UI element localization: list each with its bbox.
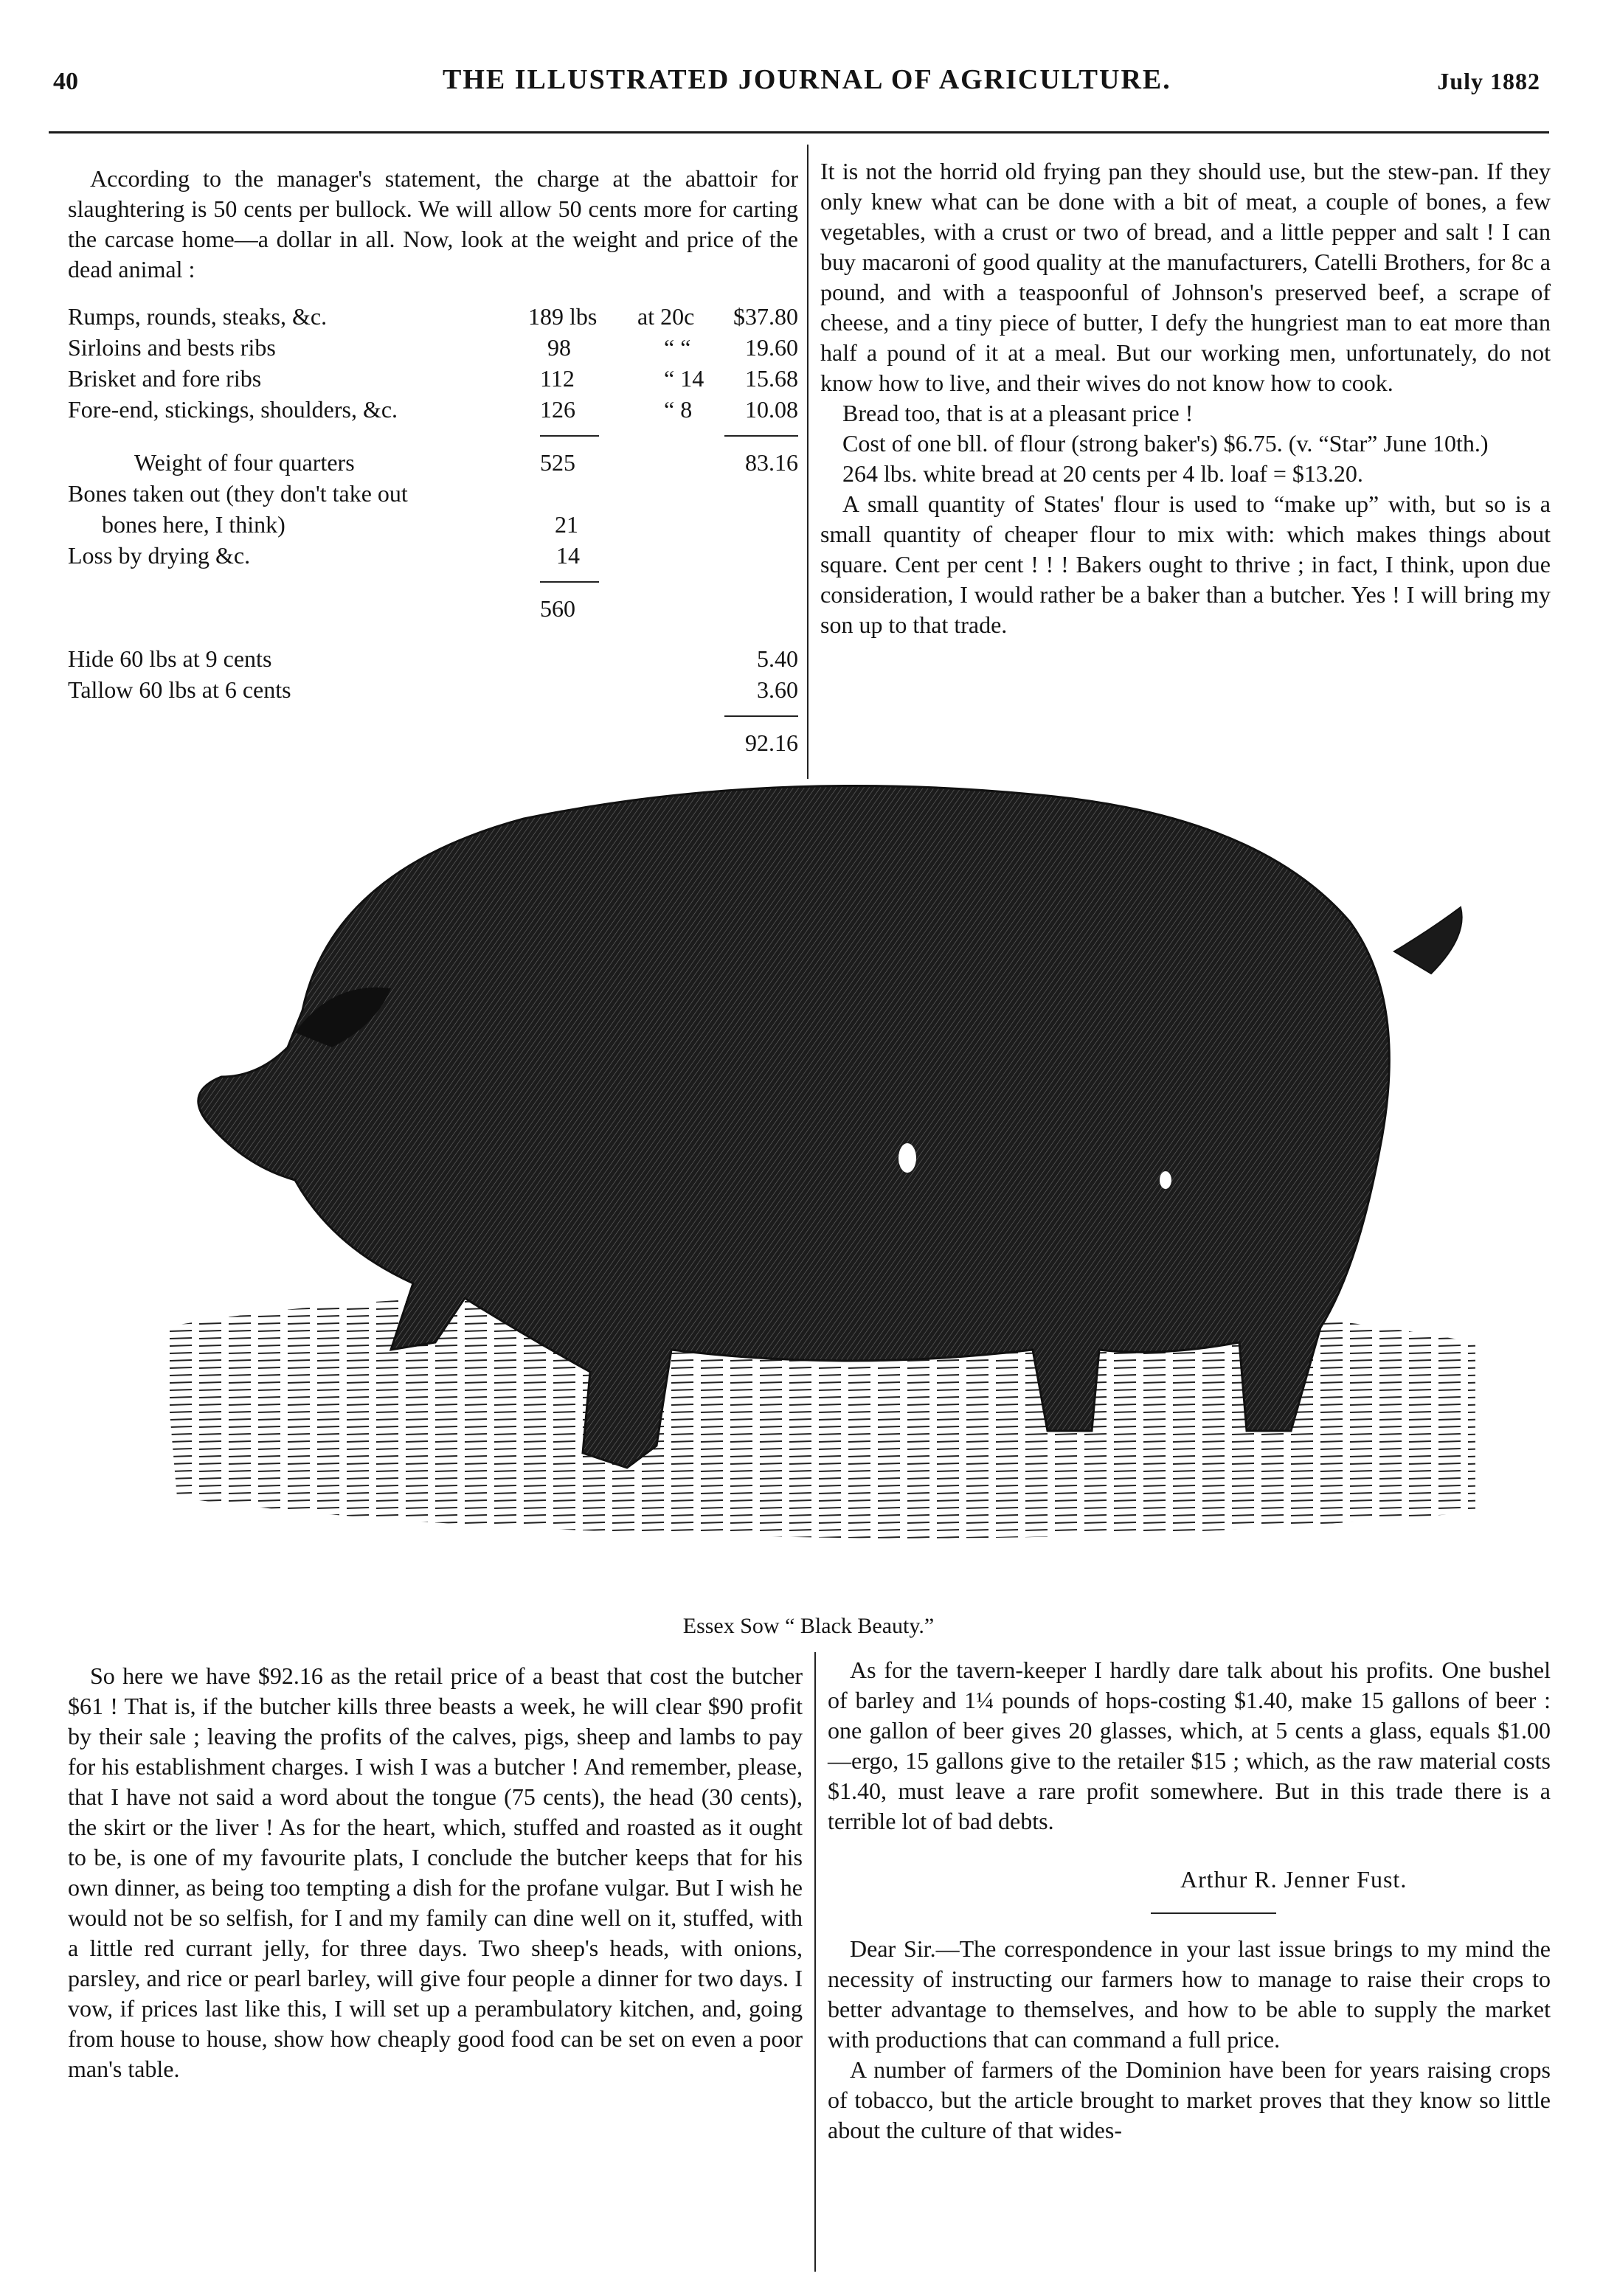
grand-total: 92.16 bbox=[745, 729, 798, 756]
column-divider-bottom bbox=[814, 1652, 816, 2272]
weight-total: 83.16 bbox=[745, 449, 798, 476]
row-rate: at 20c bbox=[637, 303, 695, 330]
column-divider-top bbox=[807, 145, 808, 779]
loss-label: Loss by drying &c. bbox=[68, 542, 251, 569]
row-weight: 189 lbs bbox=[528, 303, 598, 330]
table-row bbox=[68, 593, 798, 624]
tallow-total: 3.60 bbox=[757, 676, 798, 703]
table-row bbox=[68, 643, 798, 674]
row-total: $37.80 bbox=[733, 303, 798, 330]
table-row bbox=[68, 509, 798, 540]
table-row bbox=[68, 301, 798, 332]
issue-date: July 1882 bbox=[1437, 68, 1540, 94]
row-rate: “ 8 bbox=[664, 396, 693, 423]
bakers-paragraph: A small quantity of States' flour is used to “make up” with, but so is a small quantity of cheaper flour to mix with: which makes things about square. Cent per cent ! ! ! Bakers ought to thrive ; in fact, I think, upon due consideration, I would rather be a baker than a butcher. Yes ! I will bring my son up to that trade. bbox=[820, 490, 1551, 638]
table-spacer bbox=[68, 624, 798, 643]
sow-highlight bbox=[1160, 1171, 1171, 1189]
intro-paragraph: According to the manager's statement, the charge at the abattoir for slaughtering is 50 cents per bullock. We will allow 50 cents more for carting the carcase home—a dollar in all. Now, look at the weight and price of the dead animal : bbox=[68, 165, 798, 282]
running-title: THE ILLUSTRATED JOURNAL OF AGRICULTURE. bbox=[443, 64, 1171, 95]
stew-pan-paragraph: It is not the horrid old frying pan they should use, but the stew-pan. If they only knew what can be done with a bit of meat, a couple of bones, a few vegetables, with a crust or two of bread, and a little pepper and salt ! I can buy macaroni of good quality at the manufacturers, Catelli Brothers, for 8c a pound, and with a teaspoonful of Johnson's preserved beef, a scrape of cheese, and a tiny piece of butter, I defy the hungriest man to eat more than half a pound of it at a meal. But our working men, unfortunately, do not know how to live, and their wives do not know how to cook. bbox=[820, 158, 1551, 396]
weight-label: Weight of four quarters bbox=[134, 449, 355, 476]
row-label: Brisket and fore ribs bbox=[68, 365, 262, 392]
column-right-bottom-letter bbox=[828, 1934, 1551, 2146]
column-right-bottom bbox=[828, 1655, 1551, 1837]
table-row bbox=[68, 727, 798, 758]
author-signature: Arthur R. Jenner Fust. bbox=[1180, 1866, 1407, 1893]
bread-paragraph: Bread too, that is at a pleasant price ! bbox=[842, 400, 1194, 426]
sow-highlight bbox=[898, 1143, 916, 1173]
white-bread-paragraph: 264 lbs. white bread at 20 cents per 4 lb. loaf = $13.20. bbox=[842, 460, 1363, 487]
letter-salutation-paragraph: Dear Sir.—The correspondence in your last issue brings to my mind the necessity of instructing our farmers how to manage to raise their crops to better advantage to themselves, and how to be able to supply the market with productions that can command a full price. bbox=[828, 1935, 1551, 2053]
grand-sum-rule bbox=[724, 715, 798, 717]
weight-sum-rule bbox=[540, 435, 599, 437]
row-total: 19.60 bbox=[745, 334, 798, 361]
sow-tail bbox=[1394, 907, 1462, 974]
signature-rule bbox=[1151, 1912, 1276, 1914]
table-row bbox=[68, 447, 798, 478]
table-row bbox=[68, 394, 798, 425]
hide-total: 5.40 bbox=[757, 645, 798, 672]
tobacco-paragraph: A number of farmers of the Dominion have been for years raising crops of tobacco, but the article brought to market proves that they know so little about the culture of that wides- bbox=[828, 2056, 1551, 2143]
tallow-label: Tallow 60 lbs at 6 cents bbox=[68, 676, 291, 703]
bones-label: Bones taken out (they don't take out bbox=[68, 480, 408, 507]
column-right-top bbox=[820, 156, 1551, 640]
row-weight: 98 bbox=[547, 334, 571, 361]
table-rule-row bbox=[68, 571, 798, 593]
weight-lbs: 525 bbox=[540, 449, 575, 476]
table-row bbox=[68, 478, 798, 509]
tavern-keeper-paragraph: As for the tavern-keeper I hardly dare talk about his profits. One bushel of barley and 1¼ pounds of hops-costing $1.40, make 15 gallons of beer : one gallon of beer gives 20 glasses, which, at 5 cents a glass, equals $1.00—ergo, 15 gallons give to the retailer $15 ; which, as the raw material costs $1.40, must leave a rare profit somewhere. But in this trade there is a terrible lot of bad debts. bbox=[828, 1657, 1551, 1834]
lbs-sum-rule bbox=[540, 581, 599, 583]
header-rule bbox=[49, 131, 1549, 133]
table-row bbox=[68, 332, 798, 363]
flour-cost-paragraph: Cost of one bll. of flour (strong baker's) $6.75. (v. “Star” June 10th.) bbox=[842, 430, 1489, 457]
row-rate: “ “ bbox=[664, 334, 691, 361]
hide-label: Hide 60 lbs at 9 cents bbox=[68, 645, 272, 672]
illustration-caption: Essex Sow “ Black Beauty.” bbox=[682, 1614, 935, 1638]
bones-label-continued: bones here, I think) bbox=[102, 511, 285, 538]
row-rate: “ 14 bbox=[664, 365, 704, 392]
butcher-profit-paragraph: So here we have $92.16 as the retail price of a beast that cost the butcher $61 ! That is, if the butcher kills three beasts a week, he will clear $90 profit by their sale ; leaving the profits of the calves, pigs, sheep and lambs to pay for his establishment charges. I wish I was a butcher ! And remember, please, that I have not said a word about the tongue (75 cents), the head (30 cents), the skirt or the liver ! As for the heart, which, stuffed and roasted as it ought to be, is one of my favourite plats, I conclude the butcher keeps that for his own dinner, as being too tempting a dish for the profane vulgar. But I wish he would not be so selfish, for I and my family can dine well on it, stuffed, with a little red currant jelly, for three days. Two sheep's heads, with onions, parsley, and rice or pearl barley, will give four people a dinner for two days. I vow, if prices last like this, I will set up a perambulatory kitchen, and, going from house to house, show how cheaply good food can be set on even a poor man's table. bbox=[68, 1662, 803, 2082]
row-total: 15.68 bbox=[745, 365, 798, 392]
table-row bbox=[68, 363, 798, 394]
column-left-bottom bbox=[68, 1661, 803, 2084]
row-weight: 126 bbox=[540, 396, 575, 423]
row-total: 10.08 bbox=[745, 396, 798, 423]
sum-lbs: 560 bbox=[540, 595, 575, 622]
table-row bbox=[68, 540, 798, 571]
column-left-top bbox=[68, 164, 798, 285]
total-sum-rule bbox=[724, 435, 798, 437]
table-rule-row bbox=[68, 425, 798, 447]
table-row bbox=[68, 674, 798, 705]
row-label: Rumps, rounds, steaks, &c. bbox=[68, 303, 328, 330]
page-number: 40 bbox=[53, 68, 78, 95]
bones-lbs: 21 bbox=[555, 511, 578, 538]
essex-sow-engraving bbox=[111, 767, 1512, 1608]
loss-lbs: 14 bbox=[556, 542, 580, 569]
row-label: Sirloins and bests ribs bbox=[68, 334, 276, 361]
row-weight: 112 bbox=[540, 365, 575, 392]
row-label: Fore-end, stickings, shoulders, &c. bbox=[68, 396, 398, 423]
table-rule-row bbox=[68, 705, 798, 727]
carcase-price-table bbox=[68, 301, 798, 758]
